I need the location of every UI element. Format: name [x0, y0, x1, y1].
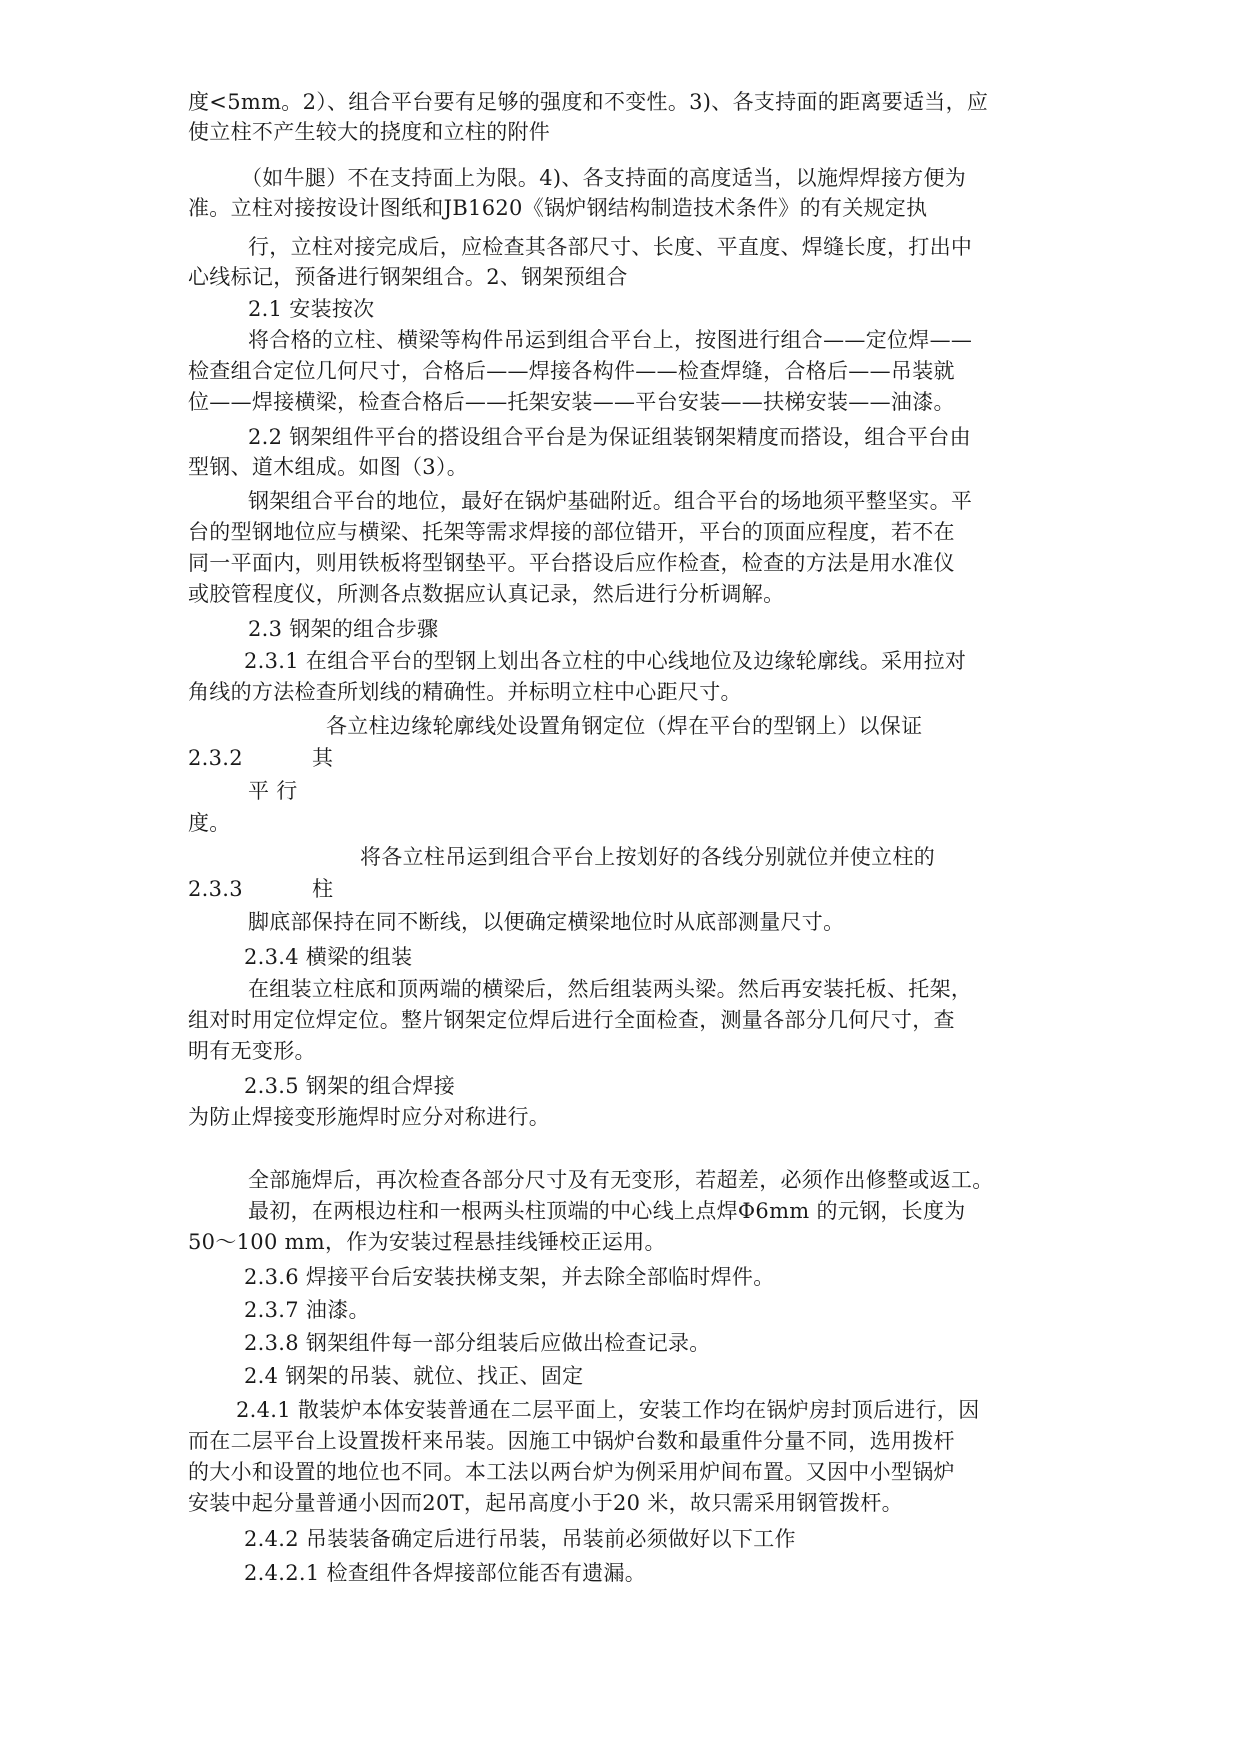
- text-line: 2.3.8 钢架组件每一部分组装后应做出检查记录。: [244, 1331, 711, 1355]
- text-line: （如牛腿）不在支持面上为限。4)、各支持面的高度适当，以施焊焊接方便为: [241, 166, 967, 190]
- text-line: 最初，在两根边柱和一根两头柱顶端的中心线上点焊Φ6mm 的元钢，长度为: [248, 1199, 966, 1223]
- section-heading: 2.1 安装按次: [248, 297, 375, 321]
- text-line: 其: [312, 746, 334, 770]
- text-line: 的大小和设置的地位也不同。本工法以两台炉为例采用炉间布置。又因中小型锅炉: [188, 1460, 955, 1484]
- text-line: 2.2 钢架组件平台的搭设组合平台是为保证组装钢架精度而搭设，组合平台由: [248, 425, 971, 449]
- text-line: 2.3.7 油漆。: [244, 1298, 370, 1322]
- text-line: 2.4.1 散装炉本体安装普通在二层平面上，安装工作均在锅炉房封顶后进行，因: [236, 1398, 980, 1422]
- text-line: 心线标记，预备进行钢架组合。2、钢架预组合: [188, 265, 628, 289]
- text-line: 各立柱边缘轮廓线处设置角钢定位（焊在平台的型钢上）以保证: [326, 714, 923, 738]
- clause-number: 2.3.3: [188, 877, 243, 901]
- clause-number: 2.3.2: [188, 746, 243, 770]
- section-heading: 2.4 钢架的吊装、就位、找正、固定: [244, 1364, 584, 1388]
- text-line: 型钢、道木组成。如图（3）。: [188, 455, 469, 479]
- text-line: 平 行: [248, 779, 298, 803]
- text-line: 钢架组合平台的地位，最好在锅炉基础附近。组合平台的场地须平整坚实。平: [248, 489, 973, 513]
- text-line: 安装中起分量普通小因而20T，起吊高度小于20 米，故只需采用钢管拨杆。: [188, 1491, 903, 1515]
- section-heading: 2.3.4 横梁的组装: [244, 945, 413, 969]
- text-line: 度<5mm。2）、组合平台要有足够的强度和不变性。3)、各支持面的距离要适当，应: [188, 90, 989, 114]
- text-line: 将合格的立柱、横梁等构件吊运到组合平台上，按图进行组合——定位焊——: [248, 328, 973, 352]
- text-line: 检查组合定位几何尺寸，合格后——焊接各构件——检查焊缝，合格后——吊装就: [188, 359, 955, 383]
- text-line: 而在二层平台上设置拨杆来吊装。因施工中锅炉台数和最重件分量不同，选用拨杆: [188, 1429, 955, 1453]
- text-line: 柱: [312, 877, 334, 901]
- text-line: 为防止焊接变形施焊时应分对称进行。: [188, 1105, 551, 1129]
- text-line: 使立柱不产生较大的挠度和立柱的附件: [188, 120, 551, 144]
- text-line: 在组装立柱底和顶两端的横梁后，然后组装两头梁。然后再安装托板、托架，: [248, 977, 973, 1001]
- text-line: 台的型钢地位应与横梁、托架等需求焊接的部位错开，平台的顶面应程度，若不在: [188, 520, 955, 544]
- section-heading: 2.3.5 钢架的组合焊接: [244, 1074, 456, 1098]
- text-line: 将各立柱吊运到组合平台上按划好的各线分别就位并使立柱的: [360, 845, 936, 869]
- text-line: 脚底部保持在同不断线，以便确定横梁地位时从底部测量尺寸。: [248, 910, 845, 934]
- text-line: 同一平面内，则用铁板将型钢垫平。平台搭设后应作检查，检查的方法是用水准仪: [188, 551, 955, 575]
- text-line: 度。: [188, 811, 231, 835]
- text-line: 组对时用定位焊定位。整片钢架定位焊后进行全面检查，测量各部分几何尺寸，查: [188, 1008, 955, 1032]
- text-line: 50～100 mm，作为安装过程悬挂线锤校正运用。: [188, 1230, 666, 1254]
- text-line: 行，立柱对接完成后，应检查其各部尺寸、长度、平直度、焊缝长度，打出中: [248, 235, 973, 259]
- text-line: 2.3.6 焊接平台后安装扶梯支架，并去除全部临时焊件。: [244, 1265, 775, 1289]
- section-heading: 2.3 钢架的组合步骤: [248, 617, 439, 641]
- text-line: 角线的方法检查所划线的精确性。并标明立柱中心距尺寸。: [188, 680, 742, 704]
- text-line: 2.3.1 在组合平台的型钢上划出各立柱的中心线地位及边缘轮廓线。采用拉对: [244, 649, 967, 673]
- text-line: 全部施焊后，再次检查各部分尺寸及有无变形，若超差，必须作出修整或返工。: [248, 1168, 994, 1192]
- text-line: 2.4.2.1 检查组件各焊接部位能否有遗漏。: [244, 1561, 647, 1585]
- text-line: 准。立柱对接按设计图纸和JB1620《锅炉钢结构制造技术条件》的有关规定执: [188, 196, 928, 220]
- text-line: 位——焊接横梁，检查合格后——托架安装——平台安装——扶梯安装——油漆。: [188, 390, 955, 414]
- text-line: 或胶管程度仪，所测各点数据应认真记录，然后进行分析调解。: [188, 582, 785, 606]
- text-line: 明有无变形。: [188, 1039, 316, 1063]
- text-line: 2.4.2 吊装装备确定后进行吊装，吊装前必须做好以下工作: [244, 1527, 796, 1551]
